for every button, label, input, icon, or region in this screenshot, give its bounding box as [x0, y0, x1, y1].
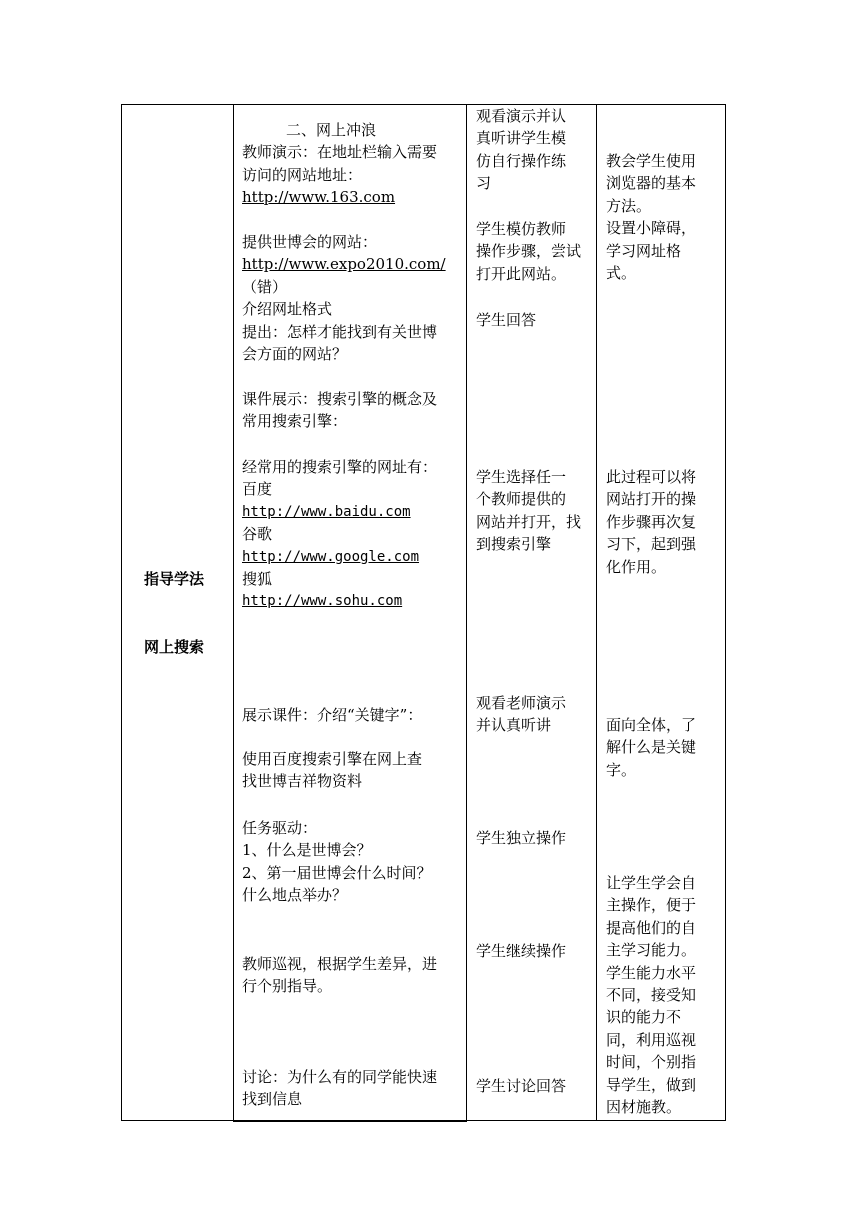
- text-line: 讨论：为什么有的同学能快速: [242, 1068, 438, 1086]
- teacher-activity-block-4: [242, 456, 437, 613]
- text-line: 行个别指导。: [242, 977, 333, 996]
- text-line: 习下，起到强: [606, 535, 697, 554]
- text-line: 解什么是关键: [606, 738, 697, 757]
- teacher-activity-block-1: [242, 119, 437, 209]
- text-line: 任务驱动：: [242, 819, 318, 837]
- text-line: 课件展示：搜索引擎的概念及: [242, 390, 438, 408]
- text-line: 此过程可以将: [606, 468, 697, 486]
- student-activity-block-2: [476, 218, 581, 285]
- text-line: 2、第一届世博会什么时间？: [242, 863, 432, 882]
- text-line: 二、网上冲浪: [286, 121, 377, 139]
- teacher-activity-block-6: [242, 748, 422, 793]
- student-activity-block-7: [476, 940, 566, 962]
- text-line: 到搜索引擎: [476, 535, 552, 554]
- table-left-border: [121, 104, 122, 1121]
- text-line: 因材施教。: [606, 1098, 682, 1117]
- student-activity-block-4: [476, 466, 581, 556]
- text-line: 学生能力水平: [606, 963, 697, 982]
- text-line: 主操作，便于: [606, 896, 697, 915]
- text-line: 会方面的网站？: [242, 345, 348, 364]
- teacher-activity-block-9: [242, 1066, 437, 1111]
- text-line: 操作步骤，尝试: [476, 242, 582, 261]
- text-line: 学习网址格: [606, 241, 682, 260]
- url-link-163[interactable]: http://www.163.com: [242, 188, 396, 207]
- student-activity-block-8: [476, 1075, 566, 1097]
- text-line: 使用百度搜索引擎在网上查: [242, 750, 423, 768]
- url-link-baidu[interactable]: http://www.baidu.com: [242, 503, 411, 520]
- text-line: 介绍网址格式: [242, 300, 333, 319]
- text-line: 仿自行操作练: [476, 151, 567, 170]
- text-line: 并认真听讲: [476, 716, 552, 735]
- text-line: 不同，接受知: [606, 986, 697, 1005]
- text-line: 网站打开的操: [606, 490, 697, 509]
- text-line: 提供世博会的网站：: [242, 233, 378, 251]
- text-line: 导学生，做到: [606, 1075, 697, 1094]
- text-line: 打开此网站。: [476, 264, 567, 283]
- text-line: 百度: [242, 480, 273, 499]
- student-activity-block-6: [476, 827, 566, 849]
- text-line: 学生继续操作: [476, 942, 567, 960]
- text-line: 找世博吉祥物资料: [242, 772, 363, 791]
- text-line: 主学习能力。: [606, 941, 697, 960]
- text-line: 方法。: [606, 196, 652, 215]
- text-line: 设置小障碍，: [606, 219, 697, 238]
- text-line: 浏览器的基本: [606, 174, 697, 193]
- text-line: 面向全体，了: [606, 716, 697, 734]
- text-line: 展示课件：介绍“关键字”：: [242, 706, 423, 724]
- teacher-activity-block-3: [242, 388, 437, 433]
- teacher-activity-block-5: [242, 704, 422, 726]
- text-line: 作步骤再次复: [606, 512, 697, 531]
- text-line: 学生选择任一: [476, 468, 567, 486]
- teacher-activity-block-8: [242, 953, 437, 998]
- text-line: 观看演示并认: [476, 107, 567, 125]
- table-right-border: [725, 104, 726, 1121]
- text-line: （错）: [242, 277, 288, 296]
- text-line: 经常用的搜索引擎的网址有：: [242, 458, 438, 476]
- text-line: 时间，个别指: [606, 1053, 697, 1072]
- section-label-guidance: 指导学法: [144, 570, 205, 588]
- column-divider-1: [233, 104, 234, 1122]
- text-line: 什么地点举办？: [242, 886, 348, 905]
- text-line: 学生模仿教师: [476, 220, 567, 238]
- text-line: 谷歌: [242, 525, 273, 544]
- text-line: 化作用。: [606, 557, 667, 576]
- table-top-border: [121, 104, 726, 105]
- text-line: 真听讲学生模: [476, 129, 567, 148]
- student-activity-block-5: [476, 692, 566, 737]
- text-line: 学生回答: [476, 311, 537, 329]
- text-line: 找到信息: [242, 1090, 303, 1109]
- student-activity-block-3: [476, 309, 536, 331]
- design-intent-block-2: [606, 466, 696, 578]
- design-intent-block-4: [606, 872, 696, 1118]
- text-line: 让学生学会自: [606, 874, 697, 892]
- url-link-sohu[interactable]: http://www.sohu.com: [242, 593, 403, 610]
- text-line: 教会学生使用: [606, 152, 697, 170]
- url-link-expo2010[interactable]: http://www.expo2010.com/: [242, 255, 446, 274]
- url-link-google[interactable]: http://www.google.com: [242, 548, 420, 565]
- text-line: 访问的网站地址：: [242, 165, 363, 184]
- text-line: 学生讨论回答: [476, 1077, 567, 1095]
- teacher-activity-block-7: [242, 817, 432, 907]
- text-line: 式。: [606, 264, 637, 283]
- column-divider-2: [466, 104, 467, 1122]
- text-line: 个教师提供的: [476, 490, 567, 509]
- text-line: 同，利用巡视: [606, 1030, 697, 1049]
- text-line: 搜狐: [242, 570, 273, 589]
- text-line: 习: [476, 174, 492, 193]
- table-bottom-border-thick: [233, 1120, 467, 1122]
- text-line: 学生独立操作: [476, 829, 567, 847]
- design-intent-block-1: [606, 150, 696, 284]
- column-divider-3: [596, 104, 597, 1121]
- text-line: 教师演示：在地址栏输入需要: [242, 143, 438, 162]
- text-line: 观看老师演示: [476, 694, 567, 712]
- teacher-activity-block-2: [242, 231, 446, 365]
- section-label-web-search: 网上搜索: [144, 638, 205, 656]
- text-line: 网站并打开，找: [476, 512, 582, 531]
- student-activity-block-1: [476, 105, 566, 195]
- design-intent-block-3: [606, 714, 696, 781]
- text-line: 识的能力不: [606, 1008, 682, 1027]
- text-line: 提高他们的自: [606, 918, 697, 937]
- text-line: 1、什么是世博会？: [242, 841, 372, 860]
- text-line: 字。: [606, 760, 637, 779]
- text-line: 提出：怎样才能找到有关世博: [242, 322, 438, 341]
- text-line: 教师巡视，根据学生差异，进: [242, 955, 438, 973]
- text-line: 常用搜索引擎：: [242, 412, 348, 431]
